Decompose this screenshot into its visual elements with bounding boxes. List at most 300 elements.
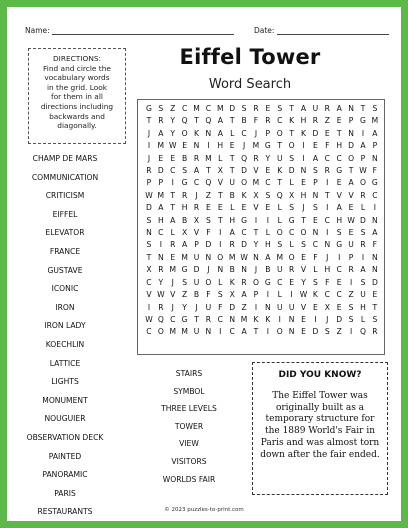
grid-letter[interactable]: C — [288, 228, 295, 238]
grid-letter[interactable]: R — [181, 190, 188, 200]
grid-letter[interactable]: H — [157, 215, 164, 225]
grid-letter[interactable]: U — [276, 153, 283, 163]
grid-letter[interactable]: C — [336, 153, 342, 163]
grid-letter[interactable]: B — [182, 153, 188, 163]
grid-letter[interactable]: S — [336, 228, 342, 238]
grid-letter[interactable]: O — [276, 128, 283, 138]
grid-letter[interactable]: B — [193, 290, 200, 300]
grid-letter[interactable]: S — [277, 240, 283, 250]
grid-letter[interactable]: N — [312, 190, 319, 200]
grid-letter[interactable]: M — [181, 327, 188, 337]
grid-letter[interactable]: A — [300, 104, 307, 113]
grid-letter[interactable]: E — [372, 290, 378, 300]
grid-letter[interactable]: C — [265, 178, 271, 188]
grid-letter[interactable]: T — [146, 116, 152, 126]
grid-letter[interactable]: T — [146, 252, 152, 262]
grid-letter[interactable]: W — [145, 190, 153, 200]
grid-letter[interactable]: S — [158, 104, 164, 113]
grid-letter[interactable]: S — [360, 277, 366, 287]
grid-letter[interactable]: T — [289, 104, 294, 113]
grid-letter[interactable]: M — [252, 178, 260, 188]
grid-letter[interactable]: A — [336, 203, 342, 213]
grid-letter[interactable]: D — [312, 327, 319, 337]
grid-letter[interactable]: U — [276, 302, 283, 312]
grid-letter[interactable]: R — [253, 104, 259, 113]
grid-letter[interactable]: E — [336, 302, 342, 312]
grid-letter[interactable]: E — [265, 203, 271, 213]
grid-letter[interactable]: U — [205, 302, 212, 312]
grid-letter[interactable]: U — [360, 290, 366, 300]
grid-letter[interactable]: C — [181, 104, 188, 113]
grid-letter[interactable]: E — [241, 203, 247, 213]
grid-letter[interactable]: O — [205, 277, 212, 287]
grid-letter[interactable]: H — [229, 215, 236, 225]
grid-letter[interactable]: K — [194, 128, 199, 138]
grid-letter[interactable]: S — [146, 240, 152, 250]
grid-letter[interactable]: K — [253, 314, 259, 324]
grid-letter[interactable]: T — [206, 166, 211, 176]
grid-letter[interactable]: E — [301, 178, 306, 188]
grid-letter[interactable]: X — [229, 290, 235, 300]
grid-letter[interactable]: C — [372, 190, 378, 200]
grid-letter[interactable]: X — [217, 166, 223, 176]
grid-letter[interactable]: P — [360, 153, 366, 163]
grid-letter[interactable]: J — [147, 128, 151, 138]
grid-letter[interactable]: D — [193, 265, 200, 275]
grid-letter[interactable]: F — [325, 141, 330, 151]
grid-letter[interactable]: I — [302, 141, 305, 151]
grid-letter[interactable]: R — [324, 104, 330, 113]
grid-letter[interactable]: H — [181, 203, 188, 213]
grid-letter[interactable]: N — [205, 327, 212, 337]
grid-letter[interactable]: C — [324, 290, 330, 300]
grid-letter[interactable]: T — [289, 128, 294, 138]
grid-letter[interactable]: K — [265, 314, 271, 324]
grid-letter[interactable]: P — [265, 128, 271, 138]
grid-letter[interactable]: B — [182, 215, 188, 225]
grid-letter[interactable]: J — [254, 265, 258, 275]
grid-letter[interactable]: T — [217, 215, 223, 225]
grid-letter[interactable]: K — [241, 190, 247, 200]
grid-letter[interactable]: E — [301, 314, 306, 324]
grid-letter[interactable]: Q — [205, 178, 212, 188]
grid-letter[interactable]: L — [230, 203, 235, 213]
grid-letter[interactable]: F — [253, 116, 259, 126]
grid-letter[interactable]: N — [288, 314, 295, 324]
grid-letter[interactable]: X — [146, 265, 152, 275]
grid-letter[interactable]: M — [205, 153, 212, 163]
grid-letter[interactable]: D — [241, 240, 247, 250]
grid-letter[interactable]: R — [265, 116, 271, 126]
grid-letter[interactable]: O — [181, 128, 188, 138]
grid-letter[interactable]: G — [181, 178, 188, 188]
grid-letter[interactable]: R — [158, 116, 164, 126]
grid-letter[interactable]: A — [360, 265, 366, 275]
grid-letter[interactable]: V — [193, 228, 200, 238]
grid-letter[interactable]: L — [360, 203, 366, 213]
grid-letter[interactable]: A — [372, 128, 378, 138]
grid-letter[interactable]: E — [336, 178, 342, 188]
grid-letter[interactable]: N — [205, 252, 212, 262]
grid-letter[interactable]: R — [193, 153, 200, 163]
grid-letter[interactable]: S — [289, 153, 295, 163]
grid-letter[interactable]: E — [229, 141, 235, 151]
grid-letter[interactable]: D — [205, 240, 212, 250]
grid-letter[interactable]: X — [182, 228, 188, 238]
grid-letter[interactable]: P — [146, 178, 152, 188]
grid-letter[interactable]: G — [371, 178, 378, 188]
grid-letter[interactable]: J — [195, 302, 198, 312]
grid-letter[interactable]: N — [348, 128, 354, 138]
grid-letter[interactable]: E — [301, 327, 306, 337]
grid-letter[interactable]: J — [147, 153, 151, 163]
grid-letter[interactable]: S — [348, 314, 354, 324]
grid-letter[interactable]: H — [360, 302, 366, 312]
grid-letter[interactable]: Q — [359, 327, 366, 337]
grid-letter[interactable]: N — [205, 128, 212, 138]
grid-letter[interactable]: S — [348, 302, 354, 312]
grid-letter[interactable]: I — [266, 215, 269, 225]
grid-letter[interactable]: C — [324, 215, 330, 225]
grid-letter[interactable]: V — [253, 166, 259, 176]
grid-letter[interactable]: O — [300, 228, 307, 238]
grid-letter[interactable]: D — [312, 128, 319, 138]
grid-letter[interactable]: Y — [182, 302, 187, 312]
grid-letter[interactable]: I — [326, 228, 329, 238]
grid-letter[interactable]: F — [325, 277, 330, 287]
grid-letter[interactable]: S — [372, 314, 378, 324]
grid-letter[interactable]: Y — [158, 277, 164, 287]
grid-letter[interactable]: T — [277, 178, 283, 188]
grid-letter[interactable]: K — [289, 116, 295, 126]
grid-letter[interactable]: I — [302, 153, 305, 163]
grid-letter[interactable]: U — [312, 104, 319, 113]
grid-letter[interactable]: S — [265, 190, 271, 200]
grid-letter[interactable]: C — [193, 178, 200, 188]
grid-letter[interactable]: S — [301, 240, 306, 250]
grid-letter[interactable]: A — [241, 290, 247, 300]
grid-letter[interactable]: S — [313, 277, 318, 287]
grid-letter[interactable]: W — [168, 141, 177, 151]
grid-letter[interactable]: N — [217, 265, 224, 275]
grid-letter[interactable]: Y — [170, 116, 176, 126]
grid-letter[interactable]: P — [158, 178, 164, 188]
grid-letter[interactable]: T — [170, 190, 176, 200]
grid-letter[interactable]: R — [324, 166, 330, 176]
grid-letter[interactable]: L — [360, 314, 366, 324]
grid-letter[interactable]: E — [265, 166, 271, 176]
grid-letter[interactable]: D — [146, 203, 152, 213]
grid-letter[interactable]: J — [326, 314, 329, 324]
grid-letter[interactable]: M — [169, 327, 176, 337]
grid-letter[interactable]: G — [264, 141, 271, 151]
grid-letter[interactable]: A — [229, 228, 235, 238]
grid-letter[interactable]: A — [193, 166, 200, 176]
grid-letter[interactable]: A — [265, 252, 271, 262]
grid-letter[interactable]: O — [276, 228, 283, 238]
grid-letter[interactable]: Y — [253, 240, 259, 250]
grid-letter[interactable]: Z — [336, 327, 342, 337]
grid-letter[interactable]: I — [338, 252, 341, 262]
grid-letter[interactable]: G — [241, 215, 248, 225]
grid-letter[interactable]: C — [229, 327, 235, 337]
grid-letter[interactable]: P — [348, 116, 354, 126]
grid-letter[interactable]: C — [324, 153, 330, 163]
grid-letter[interactable]: G — [181, 314, 188, 324]
grid-letter[interactable]: Y — [301, 277, 306, 287]
grid-letter[interactable]: M — [193, 104, 200, 113]
grid-letter[interactable]: H — [336, 215, 343, 225]
grid-letter[interactable]: C — [217, 314, 223, 324]
grid-letter[interactable]: I — [254, 215, 258, 225]
grid-letter[interactable]: U — [229, 178, 235, 188]
grid-letter[interactable]: C — [336, 290, 342, 300]
grid-letter[interactable]: R — [372, 327, 378, 337]
grid-letter[interactable]: X — [324, 302, 330, 312]
grid-letter[interactable]: N — [241, 265, 247, 275]
grid-letter[interactable]: R — [241, 277, 247, 287]
grid-letter[interactable]: R — [158, 302, 164, 312]
grid-letter[interactable]: I — [349, 327, 353, 337]
grid-letter[interactable]: F — [218, 302, 223, 312]
grid-letter[interactable]: H — [324, 265, 331, 275]
grid-letter[interactable]: N — [372, 153, 378, 163]
grid-letter[interactable]: M — [228, 252, 236, 262]
grid-letter[interactable]: E — [348, 203, 354, 213]
grid-letter[interactable]: X — [289, 190, 295, 200]
grid-letter[interactable]: O — [348, 153, 355, 163]
grid-letter[interactable]: W — [157, 290, 165, 300]
grid-letter[interactable]: G — [146, 104, 152, 113]
date-field[interactable] — [254, 25, 389, 35]
grid-letter[interactable]: T — [277, 141, 283, 151]
grid-letter[interactable]: N — [146, 228, 152, 238]
grid-letter[interactable]: R — [170, 240, 176, 250]
grid-letter[interactable]: Z — [205, 190, 211, 200]
grid-letter[interactable]: F — [206, 228, 211, 238]
grid-letter[interactable]: X — [253, 190, 259, 200]
grid-letter[interactable]: D — [241, 166, 247, 176]
grid-letter[interactable]: M — [217, 104, 224, 113]
grid-letter[interactable]: C — [158, 228, 164, 238]
grid-letter[interactable]: U — [348, 240, 354, 250]
grid-letter[interactable]: A — [336, 104, 342, 113]
grid-letter[interactable]: T — [229, 116, 235, 126]
grid-letter[interactable]: M — [157, 190, 165, 200]
grid-letter[interactable]: M — [371, 116, 379, 126]
grid-letter[interactable]: R — [360, 190, 366, 200]
grid-letter[interactable]: E — [324, 128, 330, 138]
grid-letter[interactable]: E — [301, 252, 306, 262]
grid-letter[interactable]: Z — [182, 290, 188, 300]
grid-letter[interactable]: O — [288, 252, 295, 262]
grid-letter[interactable]: Z — [170, 104, 176, 113]
grid-letter[interactable]: L — [277, 215, 282, 225]
grid-letter[interactable]: S — [277, 104, 283, 113]
grid-letter[interactable]: E — [313, 215, 318, 225]
grid-letter[interactable]: S — [313, 203, 318, 213]
grid-letter[interactable]: M — [240, 314, 248, 324]
grid-letter[interactable]: M — [169, 265, 176, 275]
grid-letter[interactable]: R — [193, 203, 200, 213]
grid-letter[interactable]: S — [289, 203, 295, 213]
grid-letter[interactable]: M — [252, 141, 260, 151]
grid-letter[interactable]: E — [265, 104, 271, 113]
grid-letter[interactable]: V — [146, 290, 152, 300]
grid-letter[interactable]: R — [146, 166, 152, 176]
grid-letter[interactable]: J — [171, 277, 174, 287]
grid-letter[interactable]: A — [182, 240, 188, 250]
grid-letter[interactable]: C — [205, 104, 212, 113]
grid-letter[interactable]: E — [205, 203, 211, 213]
grid-letter[interactable]: I — [349, 277, 353, 287]
grid-letter[interactable]: S — [241, 104, 247, 113]
grid-letter[interactable]: T — [194, 116, 199, 126]
grid-letter[interactable]: C — [336, 265, 342, 275]
grid-letter[interactable]: O — [359, 178, 366, 188]
grid-letter[interactable]: T — [372, 302, 378, 312]
grid-letter[interactable]: E — [289, 277, 295, 287]
grid-letter[interactable]: K — [301, 128, 307, 138]
grid-letter[interactable]: R — [288, 265, 295, 275]
grid-letter[interactable]: W — [145, 314, 153, 324]
grid-letter[interactable]: N — [372, 265, 378, 275]
grid-letter[interactable]: O — [157, 327, 164, 337]
grid-letter[interactable]: C — [277, 116, 283, 126]
grid-letter[interactable]: Y — [170, 128, 176, 138]
grid-letter[interactable]: Z — [348, 290, 354, 300]
grid-letter[interactable]: H — [300, 190, 307, 200]
grid-letter[interactable]: W — [347, 215, 355, 225]
grid-letter[interactable]: N — [300, 166, 307, 176]
grid-letter[interactable]: I — [147, 302, 151, 312]
grid-letter[interactable]: I — [171, 178, 174, 188]
grid-letter[interactable]: S — [313, 166, 318, 176]
grid-letter[interactable]: I — [373, 203, 376, 213]
grid-letter[interactable]: C — [146, 277, 152, 287]
grid-letter[interactable]: P — [194, 240, 199, 250]
grid-letter[interactable]: L — [289, 240, 294, 250]
grid-letter[interactable]: E — [336, 277, 342, 287]
grid-letter[interactable]: E — [313, 141, 318, 151]
grid-letter[interactable]: E — [170, 252, 176, 262]
grid-letter[interactable]: P — [348, 252, 354, 262]
grid-letter[interactable]: I — [219, 228, 222, 238]
grid-letter[interactable]: T — [229, 166, 235, 176]
grid-letter[interactable]: G — [336, 166, 343, 176]
grid-letter[interactable]: M — [276, 252, 284, 262]
date-line[interactable] — [277, 25, 389, 35]
grid-letter[interactable]: I — [326, 178, 329, 188]
grid-letter[interactable]: B — [229, 265, 235, 275]
grid-letter[interactable]: W — [299, 290, 308, 300]
grid-letter[interactable]: K — [229, 277, 235, 287]
grid-letter[interactable]: I — [219, 327, 222, 337]
grid-letter[interactable]: O — [217, 252, 224, 262]
grid-letter[interactable]: D — [229, 104, 236, 113]
grid-letter[interactable]: N — [157, 252, 164, 262]
grid-letter[interactable]: P — [313, 178, 318, 188]
grid-letter[interactable]: V — [348, 190, 354, 200]
grid-letter[interactable]: H — [336, 141, 343, 151]
grid-letter[interactable]: L — [170, 228, 175, 238]
grid-letter[interactable]: A — [158, 203, 164, 213]
grid-letter[interactable]: H — [300, 116, 307, 126]
grid-letter[interactable]: N — [265, 302, 271, 312]
grid-letter[interactable]: T — [324, 190, 330, 200]
grid-letter[interactable]: J — [254, 128, 258, 138]
grid-letter[interactable]: V — [217, 178, 223, 188]
grid-letter[interactable]: E — [158, 153, 164, 163]
grid-letter[interactable]: C — [170, 166, 176, 176]
grid-letter[interactable]: G — [181, 265, 188, 275]
grid-letter[interactable]: N — [288, 327, 295, 337]
grid-letter[interactable]: S — [217, 290, 223, 300]
grid-letter[interactable]: I — [266, 327, 269, 337]
grid-letter[interactable]: V — [336, 190, 342, 200]
grid-letter[interactable]: E — [217, 203, 223, 213]
grid-letter[interactable]: T — [217, 190, 223, 200]
grid-letter[interactable]: A — [170, 215, 176, 225]
grid-letter[interactable]: R — [348, 265, 354, 275]
grid-letter[interactable]: U — [276, 265, 283, 275]
grid-letter[interactable]: H — [264, 240, 271, 250]
grid-letter[interactable]: T — [253, 327, 259, 337]
grid-letter[interactable]: N — [348, 104, 354, 113]
grid-letter[interactable]: Z — [324, 116, 330, 126]
grid-letter[interactable]: L — [289, 178, 294, 188]
grid-letter[interactable]: Y — [265, 153, 271, 163]
grid-letter[interactable]: Q — [205, 116, 212, 126]
grid-letter[interactable]: B — [229, 190, 235, 200]
grid-letter[interactable]: O — [241, 178, 248, 188]
grid-letter[interactable]: W — [240, 252, 248, 262]
grid-letter[interactable]: E — [170, 153, 176, 163]
grid-letter[interactable]: G — [336, 240, 343, 250]
grid-letter[interactable]: E — [348, 228, 354, 238]
grid-letter[interactable]: Q — [276, 190, 283, 200]
grid-letter[interactable]: G — [288, 215, 295, 225]
grid-letter[interactable]: N — [253, 252, 259, 262]
grid-letter[interactable]: E — [336, 116, 342, 126]
grid-letter[interactable]: M — [181, 252, 188, 262]
grid-letter[interactable]: R — [158, 265, 164, 275]
grid-letter[interactable]: K — [312, 290, 318, 300]
grid-letter[interactable]: T — [194, 314, 199, 324]
grid-letter[interactable]: V — [300, 265, 307, 275]
grid-letter[interactable]: A — [217, 116, 223, 126]
grid-letter[interactable]: I — [361, 128, 365, 138]
grid-letter[interactable]: S — [324, 327, 330, 337]
grid-letter[interactable]: H — [217, 141, 224, 151]
grid-letter[interactable]: E — [182, 141, 188, 151]
grid-letter[interactable]: M — [157, 141, 165, 151]
grid-letter[interactable]: L — [218, 277, 223, 287]
grid-letter[interactable]: R — [253, 153, 259, 163]
grid-letter[interactable]: B — [241, 116, 247, 126]
grid-letter[interactable]: A — [360, 141, 366, 151]
grid-letter[interactable]: I — [278, 314, 281, 324]
grid-letter[interactable]: K — [277, 166, 283, 176]
grid-letter[interactable]: A — [312, 153, 319, 163]
grid-letter[interactable]: J — [302, 203, 305, 213]
grid-letter[interactable]: N — [312, 228, 319, 238]
grid-letter[interactable]: U — [193, 327, 200, 337]
grid-letter[interactable]: X — [193, 215, 200, 225]
grid-letter[interactable]: J — [195, 190, 198, 200]
grid-letter[interactable]: R — [312, 116, 319, 126]
grid-letter[interactable]: T — [301, 215, 306, 225]
